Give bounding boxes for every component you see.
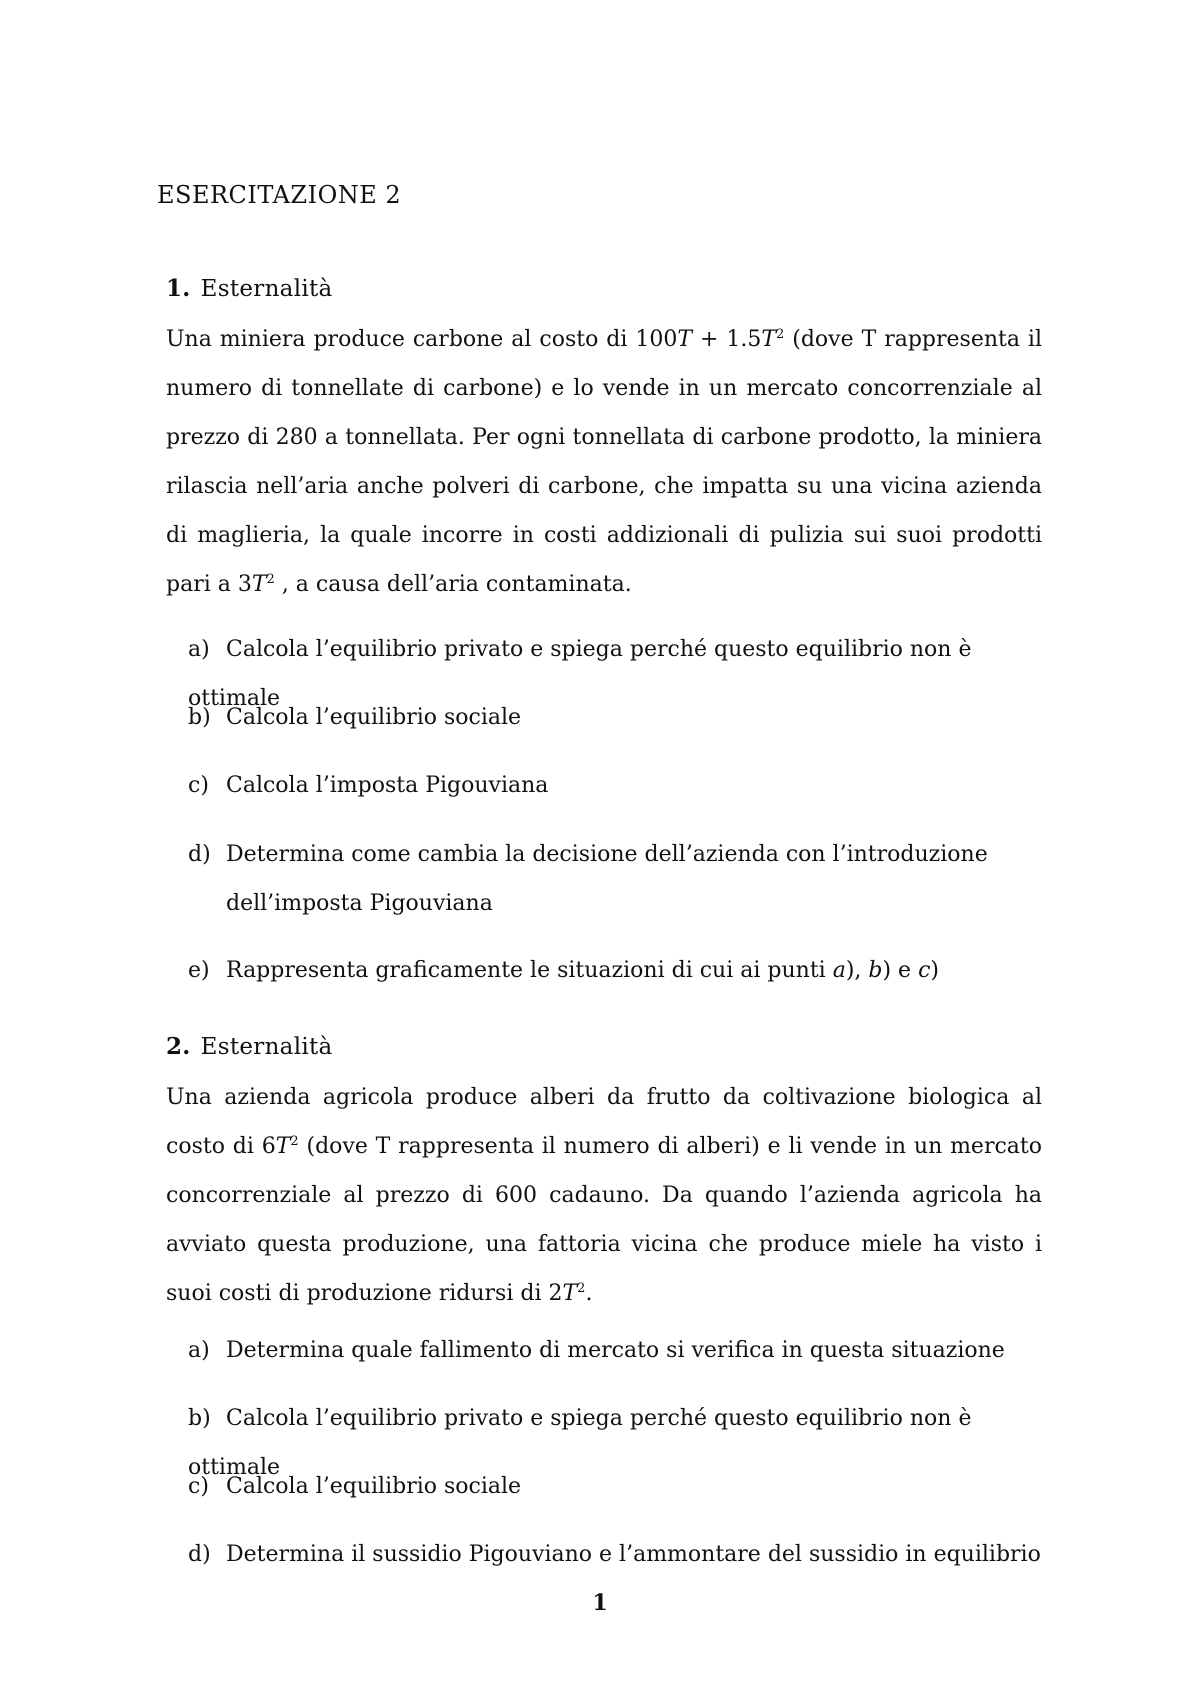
item-text: Determina il sussidio Pigouviano e l’ammontare del sussidio in equilibrio <box>226 1542 1041 1567</box>
exercise-1-item-e <box>188 946 1042 995</box>
document-title: ESERCITAZIONE 2 <box>157 181 402 209</box>
item-marker: a) <box>188 1338 210 1363</box>
ex2-var-t: T <box>275 1134 291 1159</box>
exercise-2-item-a <box>188 1326 1042 1375</box>
item-marker: c) <box>188 773 209 798</box>
item-ref: b <box>868 958 883 983</box>
exercise-1-item-c <box>188 761 1042 810</box>
item-marker: b) <box>188 705 211 730</box>
ex2-var-t: T <box>562 1281 578 1306</box>
item-marker: d) <box>188 1542 211 1567</box>
ex1-var-t: T <box>761 327 777 352</box>
item-marker: a) <box>188 637 210 662</box>
exercise-2-item-c <box>188 1462 1042 1511</box>
exercise-2-text <box>166 1073 1042 1318</box>
item-ref: a <box>832 958 846 983</box>
item-text-part: ) <box>930 958 939 983</box>
ex1-var-t: T <box>251 572 267 597</box>
ex2-text-part: . <box>585 1281 593 1306</box>
item-text <box>226 958 939 983</box>
ex2-text-part: (dove T rappresenta il numero di alberi) e li vende in un mercato concorrenziale al prezzo di 600 cadauno. Da quando l’azienda agricola ha avviato questa produzione, una fattoria vicina che produce miele ha visto i suoi costi di produzione ridursi di 2 <box>166 1134 1042 1306</box>
item-text: Calcola l’equilibrio sociale <box>226 1474 522 1499</box>
item-text-part: Rappresenta graficamente le situazioni di cui ai punti <box>226 958 833 983</box>
ex1-exponent: 2 <box>266 572 275 587</box>
exercise-2-title: Esternalità <box>200 1034 333 1060</box>
exercise-2-number: 2. <box>166 1033 191 1060</box>
page-number: 1 <box>592 1590 608 1616</box>
item-marker: e) <box>188 958 210 983</box>
item-text-part: ), <box>845 958 869 983</box>
item-text: Determina come cambia la decisione dell’azienda con l’introduzione dell’imposta Pigouviana <box>226 842 988 916</box>
ex2-exponent: 2 <box>290 1134 299 1149</box>
ex1-text-part: + 1.5 <box>692 327 762 352</box>
item-text: Calcola l’equilibrio privato e spiega perché questo equilibrio non è ottimale <box>188 1406 972 1480</box>
item-text: Calcola l’equilibrio sociale <box>226 705 522 730</box>
exercise-1-heading <box>166 272 333 306</box>
item-text: Calcola l’imposta Pigouviana <box>226 773 549 798</box>
item-text: Determina quale fallimento di mercato si verifica in questa situazione <box>226 1338 1005 1363</box>
exercise-2-heading <box>166 1030 333 1064</box>
item-text-part: ) e <box>882 958 919 983</box>
item-marker: c) <box>188 1474 209 1499</box>
item-text: Calcola l’equilibrio privato e spiega perché questo equilibrio non è ottimale <box>188 637 972 711</box>
ex2-exponent: 2 <box>577 1281 586 1296</box>
ex1-text-part: , a causa dell’aria contaminata. <box>274 572 632 597</box>
ex1-exponent: 2 <box>776 327 785 342</box>
ex1-var-t: T <box>677 327 693 352</box>
exercise-1-title: Esternalità <box>200 276 333 302</box>
ex1-text-part: Una miniera produce carbone al costo di 100 <box>166 327 678 352</box>
exercise-1-item-d <box>188 830 1042 928</box>
exercise-1-number: 1. <box>166 275 191 302</box>
item-marker: d) <box>188 842 211 867</box>
ex2-text-part: Una azienda agricola produce alberi da frutto da coltivazione biologica al costo di 6 <box>166 1085 1042 1159</box>
exercise-2-item-d <box>188 1530 1042 1579</box>
ex1-text-part: (dove T rappresenta il numero di tonnellate di carbone) e lo vende in un mercato concorrenziale al prezzo di 280 a tonnellata. Per ogni tonnellata di carbone prodotto, la miniera rilascia nell’aria anche polveri di carbone, che impatta su una vicina azienda di maglieria, la quale incorre in costi addizionali di pulizia sui suoi prodotti pari a 3 <box>166 327 1042 597</box>
exercise-1-item-b <box>188 693 1042 742</box>
item-ref: c <box>918 958 931 983</box>
item-marker: b) <box>188 1406 211 1431</box>
exercise-1-text <box>166 315 1042 609</box>
